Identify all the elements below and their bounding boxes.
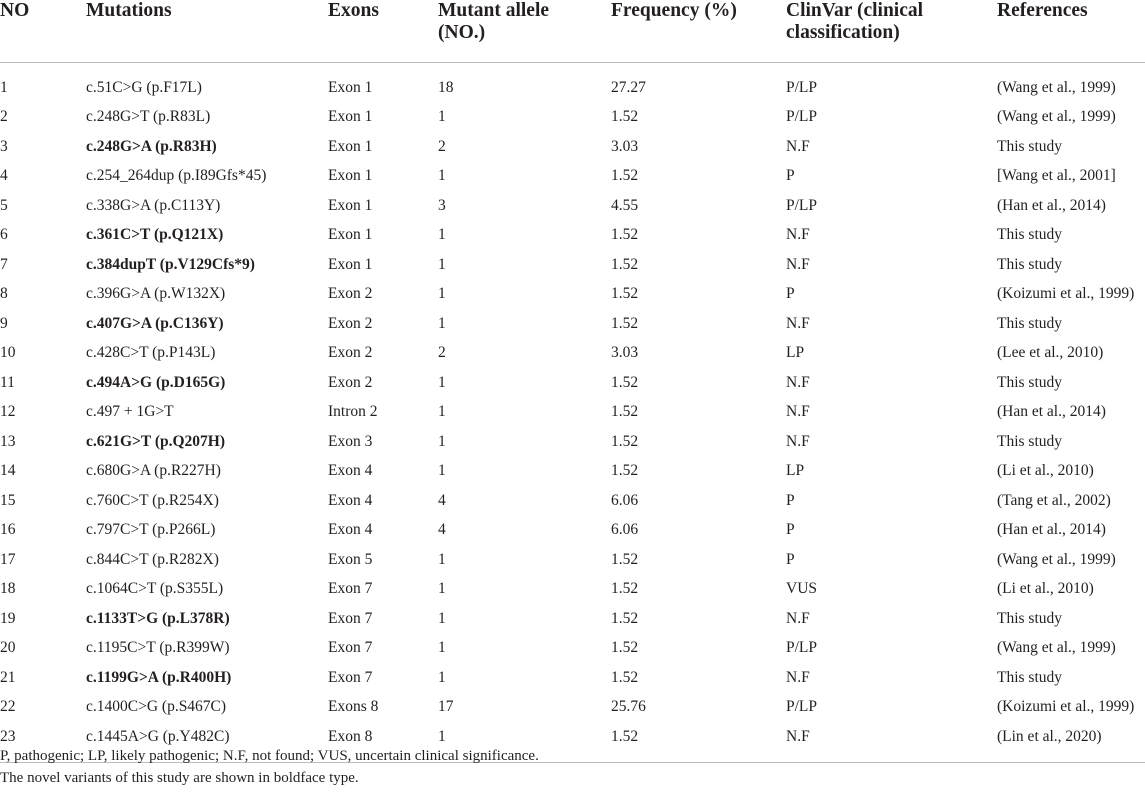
cell-mutation: c.1445A>G (p.Y482C) [86,727,230,745]
cell-no: 16 [0,521,16,539]
cell-clinvar: P/LP [786,108,818,126]
cell-exon: Exon 1 [328,196,373,214]
cell-no: 13 [0,432,16,450]
cell-reference: This study [997,609,1063,627]
cell-exon: Exon 3 [328,432,373,450]
cell-frequency: 1.52 [611,639,639,657]
cell-exon: Exon 2 [328,373,373,391]
cell-mutation: c.1400C>G (p.S467C) [86,698,227,716]
header-no: NO [0,0,30,21]
header-mutant-allele-line2: (NO.) [438,22,486,43]
cell-frequency: 1.52 [611,580,639,598]
cell-mutation: c.1064C>T (p.S355L) [86,580,224,598]
cell-no: 7 [0,255,8,273]
table-row [0,486,1145,516]
cell-no: 8 [0,285,8,303]
cell-mutation: c.497 + 1G>T [86,403,174,421]
cell-frequency: 1.52 [611,167,639,185]
cell-frequency: 1.52 [611,255,639,273]
cell-frequency: 3.03 [611,344,639,362]
cell-reference: This study [997,137,1063,155]
cell-reference: (Lin et al., 2020) [997,727,1102,745]
cell-clinvar: N.F [786,255,810,273]
cell-mutation: c.621G>T (p.Q207H) [86,432,226,450]
cell-mutation: c.494A>G (p.D165G) [86,373,226,391]
cell-mutant-allele: 1 [438,226,446,244]
cell-mutation: c.1195C>T (p.R399W) [86,639,230,657]
cell-clinvar: P/LP [786,639,818,657]
cell-mutant-allele: 1 [438,403,446,421]
header-mutant-allele-line1: Mutant allele [438,0,550,21]
table-row [0,693,1145,723]
cell-mutant-allele: 3 [438,196,446,214]
cell-exon: Exon 1 [328,137,373,155]
cell-reference: (Li et al., 2010) [997,580,1094,598]
cell-frequency: 1.52 [611,373,639,391]
cell-frequency: 1.52 [611,285,639,303]
cell-no: 4 [0,167,8,185]
table-row [0,457,1145,487]
cell-no: 11 [0,373,15,391]
cell-reference: (Han et al., 2014) [997,521,1106,539]
cell-mutant-allele: 4 [438,521,446,539]
cell-mutation: c.361C>T (p.Q121X) [86,226,224,244]
cell-mutant-allele: 4 [438,491,446,509]
cell-clinvar: P [786,491,795,509]
table-footnotes [0,745,539,789]
cell-no: 15 [0,491,16,509]
cell-exon: Exon 7 [328,580,373,598]
table-row [0,221,1145,251]
cell-reference: This study [997,226,1063,244]
cell-reference: This study [997,255,1063,273]
cell-exon: Exon 5 [328,550,373,568]
cell-clinvar: P [786,285,795,303]
table-header-row [0,0,1145,63]
cell-no: 5 [0,196,8,214]
cell-exon: Exon 2 [328,285,373,303]
table-row [0,545,1145,575]
cell-mutant-allele: 1 [438,580,446,598]
cell-mutation: c.51C>G (p.F17L) [86,78,202,96]
header-frequency: Frequency (%) [611,0,737,21]
table-row [0,280,1145,310]
cell-clinvar: P [786,550,795,568]
cell-mutation: c.680G>A (p.R227H) [86,462,221,480]
cell-exon: Exons 8 [328,698,379,716]
cell-frequency: 1.52 [611,668,639,686]
cell-exon: Exon 1 [328,78,373,96]
cell-mutant-allele: 1 [438,609,446,627]
table-row [0,427,1145,457]
cell-no: 14 [0,462,16,480]
table-row [0,339,1145,369]
header-exons: Exons [328,0,379,21]
cell-reference: (Li et al., 2010) [997,462,1094,480]
cell-mutation: c.384dupT (p.V129Cfs*9) [86,255,255,273]
cell-mutation: c.338G>A (p.C113Y) [86,196,221,214]
cell-mutant-allele: 1 [438,108,446,126]
cell-reference: (Tang et al., 2002) [997,491,1111,509]
cell-clinvar: LP [786,462,805,480]
cell-clinvar: N.F [786,137,810,155]
cell-exon: Exon 1 [328,255,373,273]
cell-clinvar: N.F [786,314,810,332]
table-row [0,663,1145,693]
header-references: References [997,0,1088,21]
cell-mutation: c.797C>T (p.P266L) [86,521,216,539]
table-row [0,63,1145,103]
cell-mutant-allele: 2 [438,344,446,362]
cell-frequency: 1.52 [611,609,639,627]
cell-no: 23 [0,727,16,745]
table-row [0,103,1145,133]
table-row [0,398,1145,428]
cell-exon: Exon 7 [328,609,373,627]
cell-exon: Exon 1 [328,108,373,126]
cell-frequency: 1.52 [611,462,639,480]
table-row [0,634,1145,664]
cell-mutant-allele: 1 [438,639,446,657]
cell-reference: (Han et al., 2014) [997,196,1106,214]
cell-mutant-allele: 1 [438,255,446,273]
cell-reference: (Koizumi et al., 1999) [997,285,1135,303]
cell-reference: (Han et al., 2014) [997,403,1106,421]
cell-clinvar: N.F [786,668,810,686]
header-clinvar [786,0,997,63]
cell-frequency: 27.27 [611,78,646,96]
cell-exon: Exon 1 [328,226,373,244]
cell-mutant-allele: 1 [438,550,446,568]
cell-reference: [Wang et al., 2001] [997,167,1116,185]
cell-clinvar: N.F [786,727,810,745]
cell-no: 18 [0,580,16,598]
cell-no: 21 [0,668,16,686]
cell-frequency: 1.52 [611,108,639,126]
cell-mutant-allele: 1 [438,285,446,303]
cell-clinvar: P [786,167,795,185]
cell-mutant-allele: 1 [438,432,446,450]
cell-mutant-allele: 1 [438,668,446,686]
cell-mutation: c.254_264dup (p.I89Gfs*45) [86,167,267,185]
cell-no: 9 [0,314,8,332]
cell-mutation: c.844C>T (p.R282X) [86,550,219,568]
cell-frequency: 6.06 [611,491,639,509]
cell-clinvar: N.F [786,403,810,421]
cell-clinvar: P [786,521,795,539]
cell-clinvar: N.F [786,432,810,450]
cell-mutation: c.760C>T (p.R254X) [86,491,219,509]
cell-mutant-allele: 1 [438,462,446,480]
cell-exon: Exon 2 [328,344,373,362]
cell-reference: This study [997,432,1063,450]
cell-no: 10 [0,344,16,362]
cell-mutation: c.407G>A (p.C136Y) [86,314,224,332]
cell-exon: Exon 7 [328,668,373,686]
cell-no: 17 [0,550,16,568]
cell-reference: This study [997,373,1063,391]
cell-mutant-allele: 1 [438,727,446,745]
cell-reference: (Koizumi et al., 1999) [997,698,1135,716]
cell-no: 6 [0,226,8,244]
cell-mutant-allele: 18 [438,78,454,96]
cell-frequency: 6.06 [611,521,639,539]
cell-mutant-allele: 2 [438,137,446,155]
cell-mutant-allele: 1 [438,314,446,332]
cell-no: 1 [0,78,8,96]
cell-frequency: 1.52 [611,432,639,450]
cell-frequency: 1.52 [611,226,639,244]
cell-frequency: 3.03 [611,137,639,155]
table-row [0,162,1145,192]
cell-no: 20 [0,639,16,657]
table-row [0,250,1145,280]
cell-reference: (Wang et al., 1999) [997,108,1116,126]
table-row [0,516,1145,546]
cell-exon: Exon 7 [328,639,373,657]
header-clinvar-line1: ClinVar (clinical [786,0,924,21]
cell-clinvar: VUS [786,580,818,598]
footnote-boldface: The novel variants of this study are shown in boldface type. [0,770,359,786]
footnote-abbreviations: P, pathogenic; LP, likely pathogenic; N.F, not found; VUS, uncertain clinical significance. [0,748,539,764]
cell-clinvar: P/LP [786,78,818,96]
cell-mutant-allele: 1 [438,373,446,391]
cell-frequency: 1.52 [611,403,639,421]
cell-clinvar: N.F [786,609,810,627]
cell-exon: Exon 1 [328,167,373,185]
cell-reference: (Wang et al., 1999) [997,78,1116,96]
cell-exon: Intron 2 [328,403,378,421]
cell-mutation: c.1199G>A (p.R400H) [86,668,232,686]
header-mutations: Mutations [86,0,172,21]
cell-reference: This study [997,668,1063,686]
cell-mutation: c.396G>A (p.W132X) [86,285,226,303]
cell-frequency: 1.52 [611,314,639,332]
cell-frequency: 25.76 [611,698,646,716]
table-body [0,63,1145,763]
header-clinvar-line2: classification) [786,22,900,43]
table-row [0,575,1145,605]
cell-reference: This study [997,314,1063,332]
header-mutant-allele [438,0,611,63]
cell-exon: Exon 8 [328,727,373,745]
cell-exon: Exon 4 [328,462,373,480]
cell-exon: Exon 4 [328,491,373,509]
cell-clinvar: P/LP [786,196,818,214]
cell-clinvar: P/LP [786,698,818,716]
cell-no: 12 [0,403,16,421]
cell-no: 2 [0,108,8,126]
cell-mutant-allele: 1 [438,167,446,185]
cell-clinvar: N.F [786,226,810,244]
cell-clinvar: LP [786,344,805,362]
cell-no: 3 [0,137,8,155]
cell-no: 19 [0,609,16,627]
cell-exon: Exon 4 [328,521,373,539]
table-row [0,309,1145,339]
cell-frequency: 4.55 [611,196,639,214]
cell-clinvar: N.F [786,373,810,391]
cell-reference: (Wang et al., 1999) [997,639,1116,657]
table-row [0,132,1145,162]
cell-mutant-allele: 17 [438,698,454,716]
cell-reference: (Lee et al., 2010) [997,344,1104,362]
table-row [0,368,1145,398]
table-row [0,604,1145,634]
cell-frequency: 1.52 [611,550,639,568]
table-row [0,191,1145,221]
cell-no: 22 [0,698,16,716]
cell-exon: Exon 2 [328,314,373,332]
cell-mutation: c.428C>T (p.P143L) [86,344,216,362]
cell-mutation: c.248G>A (p.R83H) [86,137,217,155]
cell-frequency: 1.52 [611,727,639,745]
cell-mutation: c.1133T>G (p.L378R) [86,609,230,627]
cell-reference: (Wang et al., 1999) [997,550,1116,568]
cell-mutation: c.248G>T (p.R83L) [86,108,211,126]
